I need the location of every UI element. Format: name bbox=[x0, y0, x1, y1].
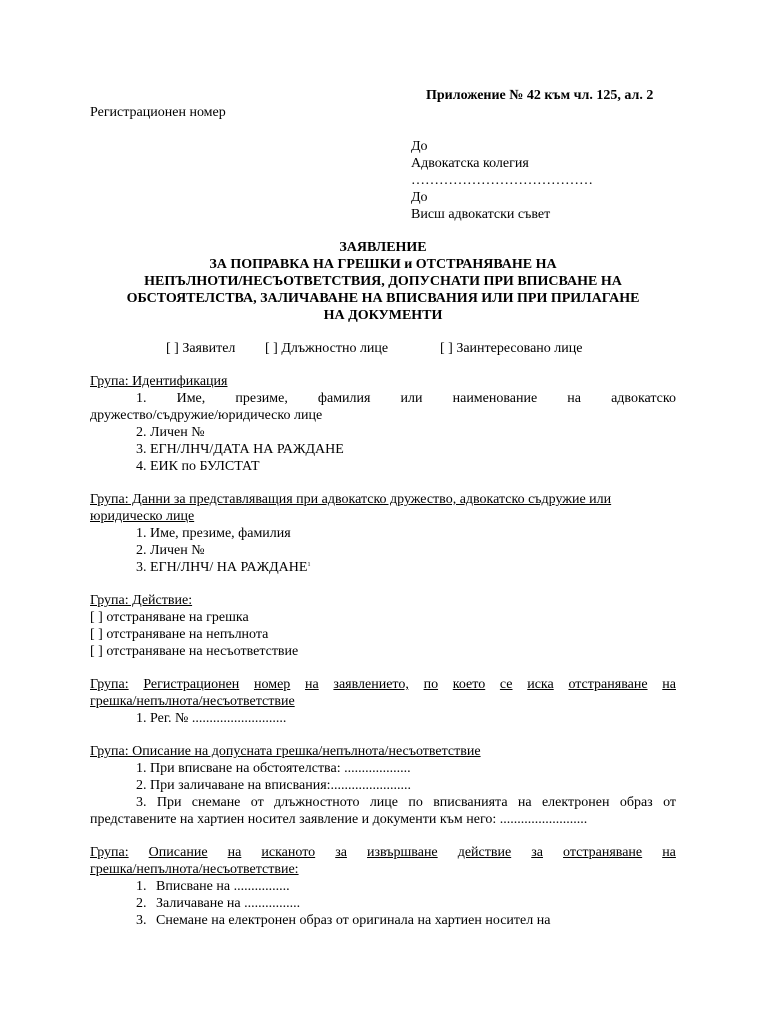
requested-item-1: 1. Вписване на ................ bbox=[136, 879, 290, 894]
action-fix-incompleteness-checkbox[interactable]: [ ] отстраняване на непълнота bbox=[90, 627, 269, 642]
identification-item-2: 2. Личен № bbox=[136, 425, 205, 440]
identification-item-1-cont: дружество/съдружие/юридическо лице bbox=[90, 408, 323, 423]
role-official-checkbox[interactable]: [ ] Длъжностно лице bbox=[265, 341, 389, 356]
group-representative-heading: Група: Данни за представляващия при адвокатско дружество, адвокатско съдружие или bbox=[90, 492, 612, 507]
group-description-heading: Група: Описание на допусната грешка/непълнота/несъответствие bbox=[90, 744, 481, 759]
description-item-3: 3. При снемане от длъжностното лице по вписванията на електронен образ от bbox=[136, 795, 676, 810]
registration-number-label: Регистрационен номер bbox=[90, 105, 226, 120]
title-line-3: НЕПЪЛНОТИ/НЕСЪОТВЕТСТВИЯ, ДОПУСНАТИ ПРИ ВПИСВАНЕ НА bbox=[144, 274, 622, 289]
group-action-heading: Група: Действие: bbox=[90, 593, 193, 608]
requested-item-2: 2. Заличаване на ................ bbox=[136, 896, 301, 911]
representative-item-1: 1. Име, презиме, фамилия bbox=[136, 526, 291, 541]
representative-item-3: 3. ЕГН/ЛНЧ/ НА РАЖДАНЕ$^1$ bbox=[136, 560, 311, 575]
regnum-item-1: 1. Рег. № ........................... bbox=[136, 711, 287, 726]
description-item-3-cont: представените на хартиен носител заявление и документи към него: ......................... bbox=[90, 812, 588, 827]
title-line-4: ОБСТОЯТЕЛСТВА, ЗАЛИЧАВАНЕ НА ВПИСВАНИЯ ИЛИ ПРИ ПРИЛАГАНЕ bbox=[126, 291, 640, 306]
document-title: ЗАЯВЛЕНИЕ bbox=[339, 240, 427, 255]
addressee-dots: ………………………………… bbox=[411, 173, 593, 188]
addressee-to-2: До bbox=[411, 190, 428, 205]
appendix-reference: Приложение № 42 към чл. 125, ал. 2 bbox=[426, 88, 654, 103]
group-regnum-heading: Група: Регистрационен номер на заявлението, по което се иска отстраняване на bbox=[90, 677, 676, 692]
action-fix-mismatch-checkbox[interactable]: [ ] отстраняване на несъответствие bbox=[90, 644, 299, 659]
addressee-college: Адвокатска колегия bbox=[411, 156, 529, 171]
footnote-marker: 1 bbox=[307, 562, 311, 568]
group-identification-heading: Група: Идентификация bbox=[90, 374, 228, 389]
title-line-5: НА ДОКУМЕНТИ bbox=[323, 308, 443, 323]
addressee-council: Висш адвокатски съвет bbox=[411, 207, 551, 222]
requested-item-3: 3. Снемане на електронен образ от оригинала на хартиен носител на bbox=[136, 913, 551, 928]
role-interested-checkbox[interactable]: [ ] Заинтересовано лице bbox=[440, 341, 583, 356]
addressee-to-1: До bbox=[411, 139, 428, 154]
role-applicant-checkbox[interactable]: [ ] Заявител bbox=[166, 341, 236, 356]
group-requested-heading: Група: Описание на исканото за извършване действие за отстраняване на bbox=[90, 845, 676, 860]
identification-item-4: 4. ЕИК по БУЛСТАТ bbox=[136, 459, 260, 474]
representative-item-2: 2. Личен № bbox=[136, 543, 205, 558]
identification-item-3: 3. ЕГН/ЛНЧ/ДАТА НА РАЖДАНЕ bbox=[136, 442, 344, 457]
group-regnum-heading-cont: грешка/непълнота/несъответствие bbox=[90, 694, 295, 709]
description-item-1: 1. При вписване на обстоятелства: ................... bbox=[136, 761, 411, 776]
identification-item-1: 1. Име, презиме, фамилия или наименование на адвокатско bbox=[136, 391, 676, 406]
action-fix-error-checkbox[interactable]: [ ] отстраняване на грешка bbox=[90, 610, 249, 625]
title-line-2: ЗА ПОПРАВКА НА ГРЕШКИ и ОТСТРАНЯВАНЕ НА bbox=[209, 257, 557, 272]
group-representative-heading-cont: юридическо лице bbox=[90, 509, 195, 524]
group-requested-heading-cont: грешка/непълнота/несъответствие: bbox=[90, 862, 299, 877]
description-item-2: 2. При заличаване на вписвания:....................... bbox=[136, 778, 412, 793]
